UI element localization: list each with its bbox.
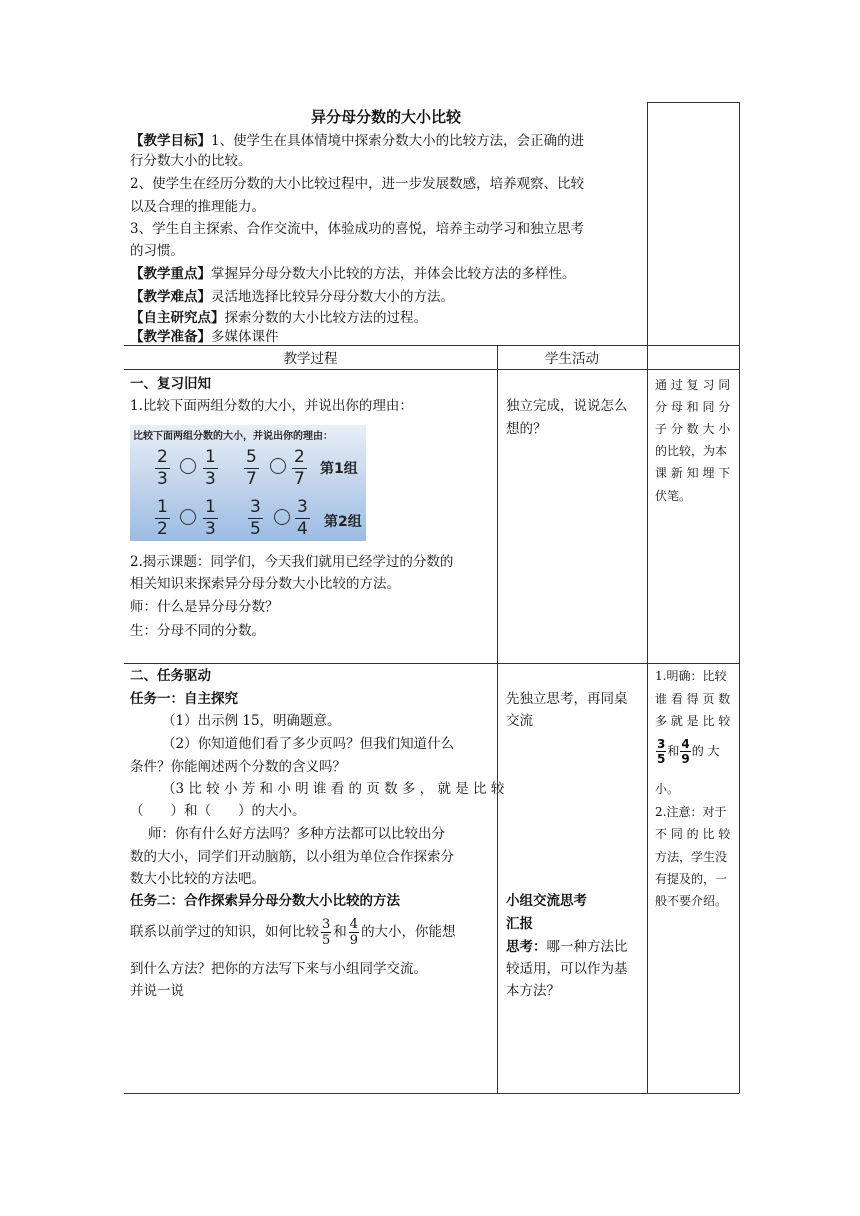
section1-activity-line2: 想的？ xyxy=(506,421,547,437)
page-title: 异分母分数的大小比较 xyxy=(310,108,461,126)
image-fraction: 2 3 xyxy=(157,447,168,489)
goal-text: 1、使学生在具体情境中探索分数大小的比较方法，会正确的进 xyxy=(211,133,585,149)
note-line: 伏笔。 xyxy=(655,489,692,503)
section2-activity2-line5: 本方法？ xyxy=(506,983,560,999)
note-line: 谁 看 得 页 数 xyxy=(655,692,731,706)
section2-activity2-line1: 小组交流思考 xyxy=(506,893,587,909)
compare-circle xyxy=(180,509,196,525)
compare-circle xyxy=(270,458,286,474)
note-line: 课 新 知 埋 下 xyxy=(655,466,731,480)
note-line: 2.注意：对于 xyxy=(655,805,727,819)
section1-teacher-question: 师：什么是异分母分数？ xyxy=(130,599,279,615)
diff-text: 灵活地选择比较异分母分数大小的方法。 xyxy=(211,289,454,305)
table-line-bottom xyxy=(124,1093,739,1094)
fraction-4-9: $\frac{4}{9}$ xyxy=(681,737,690,766)
note-line: 多 就 是 比 较 xyxy=(655,714,731,728)
goal-line-2: 行分数大小的比较。 xyxy=(130,153,252,169)
fraction-compare-image xyxy=(130,425,366,541)
key-point-line xyxy=(130,263,576,286)
diff-tag: 【教学难点】 xyxy=(130,289,211,305)
task1-step1: （1）出示例 15，明确题意。 xyxy=(162,713,341,729)
note-line: 的比较，为本 xyxy=(655,444,728,458)
goal2-line-1: 2、使学生在经历分数的大小比较过程中，进一步发展数感，培养观察、比较 xyxy=(130,176,585,192)
note-line: 1.明确：比较 xyxy=(655,669,727,683)
section1-p2-line1: 2.揭示课题：同学们，今天我们就用已经学过的分数的 xyxy=(130,554,454,570)
section1-p2-line2: 相关知识来探索异分母分数大小比较的方法。 xyxy=(130,576,400,592)
table-line-right xyxy=(739,102,740,1093)
image-fraction: 5 7 xyxy=(246,447,257,489)
study-tag: 【自主研究点】 xyxy=(130,310,225,326)
image-fraction: 1 3 xyxy=(205,497,216,539)
note-line: 般不要介绍。 xyxy=(655,894,728,908)
think-text: 哪一种方法比 xyxy=(546,939,628,955)
note-line: 有提及的，一 xyxy=(655,872,728,886)
table-line-col-activity xyxy=(647,102,648,1093)
task1-step3-line1: （3 比 较 小 芳 和 小 明 谁 看 的 页 数 多 ， 就 是 比 较 xyxy=(162,781,505,797)
compare-circle xyxy=(274,509,290,525)
prep-tag: 【教学准备】 xyxy=(130,329,211,345)
header-teaching-process: 教学过程 xyxy=(283,351,338,367)
task2-question-line3: 并说一说 xyxy=(130,983,184,999)
key-tag: 【教学重点】 xyxy=(130,266,211,282)
section2-activity2-line4: 较适用，可以作为基 xyxy=(506,961,628,977)
group2-label: 第2组 xyxy=(324,514,362,530)
task2-question-line2: 到什么方法？把你的方法写下来与小组同学交流。 xyxy=(130,961,427,977)
note-line: 子 分 数 大 小 xyxy=(655,422,731,436)
section2-heading: 二、任务驱动 xyxy=(130,668,211,684)
note-line: 不 同 的 比 较 xyxy=(655,827,731,841)
image-fraction: 3 5 xyxy=(250,497,261,539)
think-tag: 思考： xyxy=(506,939,547,955)
section2-activity1-line2: 交流 xyxy=(506,713,533,729)
goal3-line-1: 3、学生自主探索、合作交流中，体验成功的喜悦，培养主动学习和独立思考 xyxy=(130,221,585,237)
fraction-4-9: $\frac{4}{9}$ xyxy=(349,917,359,948)
task1-step3-line2: （ ）和（ ）的大小。 xyxy=(130,803,306,819)
task2-question-post: 的大小，你能想 xyxy=(361,924,456,940)
image-fraction: 2 7 xyxy=(294,447,305,489)
table-line-top xyxy=(647,102,739,103)
prep-text: 多媒体课件 xyxy=(211,329,279,345)
note-line: 通 过 复 习 同 xyxy=(655,378,731,392)
note-line: 小。 xyxy=(655,782,680,796)
section1-question1: 1.比较下面两组分数的大小，并说出你的理由： xyxy=(130,398,413,414)
fraction-3-5: $\frac{3}{5}$ xyxy=(322,917,331,948)
section1-activity-line1: 独立完成，说说怎么 xyxy=(506,398,628,414)
task2-question-pre: 联系以前学过的知识，如何比较 xyxy=(130,924,319,940)
study-text: 探索分数的大小比较方法的过程。 xyxy=(224,310,427,326)
task1-step2-line2: 条件？你能阐述两个分数的含义吗？ xyxy=(130,759,346,775)
note-line: 分 母 和 同 分 xyxy=(655,400,731,414)
task2-and: 和 xyxy=(333,924,347,940)
task2-question-line1 xyxy=(130,918,456,947)
section2-activity2-line2: 汇报 xyxy=(506,916,533,932)
section2-activity2-line3 xyxy=(506,936,628,959)
task1-heading: 任务一：自主探究 xyxy=(130,691,238,707)
note-line: 方法，学生没 xyxy=(655,850,728,864)
difficulty-line xyxy=(130,286,454,309)
note-fraction-line: $\frac{3}{5}$ 和 $\frac{4}{9}$ 的 大 xyxy=(657,737,720,766)
fraction-3-5: $\frac{3}{5}$ xyxy=(657,737,666,766)
image-fraction: 3 4 xyxy=(297,497,308,539)
task1-step2-line1: （2）你知道他们看了多少页吗？但我们知道什么 xyxy=(162,736,455,752)
compare-circle xyxy=(180,458,196,474)
image-fraction: 1 3 xyxy=(205,447,216,489)
goal-tag: 【教学目标】 xyxy=(130,133,211,149)
prep-line xyxy=(130,326,279,349)
task1-teacher-line1: 师：你有什么好方法吗？多种方法都可以比较出分 xyxy=(148,826,445,842)
section2-activity1-line1: 先独立思考，再同桌 xyxy=(506,691,628,707)
goal3-line-2: 的习惯。 xyxy=(130,243,184,259)
task1-teacher-line3: 数大小比较的方法吧。 xyxy=(130,871,265,887)
key-text: 掌握异分母分数大小比较的方法，并体会比较方法的多样性。 xyxy=(211,266,576,282)
task2-heading: 任务二：合作探索异分母分数大小比较的方法 xyxy=(130,893,400,909)
table-line-col-process xyxy=(497,345,498,1093)
group1-label: 第1组 xyxy=(320,461,358,477)
goal2-line-2: 以及合理的推理能力。 xyxy=(130,199,265,215)
task1-teacher-line2: 数的大小，同学们开动脑筋，以小组为单位合作探索分 xyxy=(130,849,454,865)
header-student-activity: 学生活动 xyxy=(545,351,599,367)
section1-heading: 一、复习旧知 xyxy=(130,376,211,392)
image-fraction: 1 2 xyxy=(157,497,168,539)
image-caption: 比较下面两组分数的大小，并说出你的理由： xyxy=(133,431,333,442)
section1-student-answer: 生：分母不同的分数。 xyxy=(130,623,265,639)
